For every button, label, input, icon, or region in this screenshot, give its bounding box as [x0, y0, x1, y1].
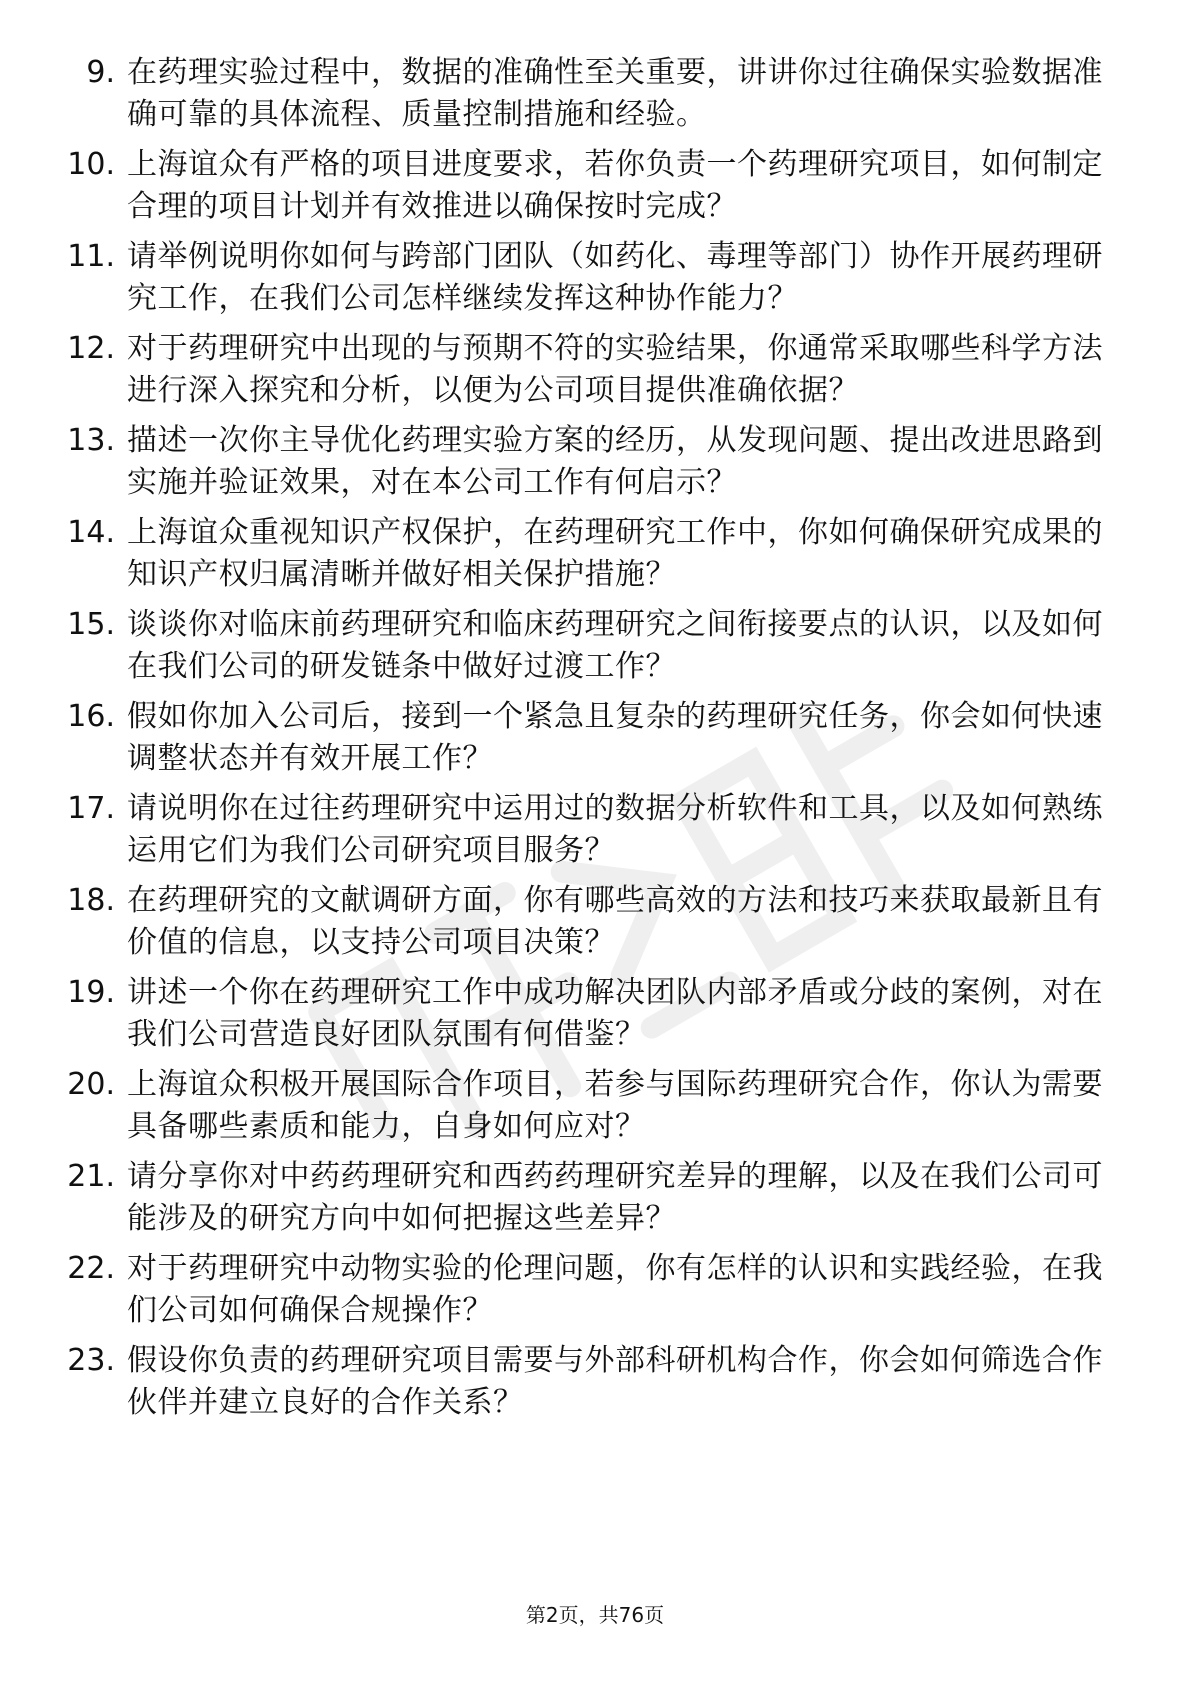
- question-item: [52, 696, 1112, 788]
- question-item: [52, 788, 1112, 880]
- question-item: [52, 52, 1112, 144]
- question-text: 假设你负责的药理研究项目需要与外部科研机构合作，你会如何筛选合作伙伴并建立良好的合作关系？: [127, 1343, 1103, 1420]
- question-text: 讲述一个你在药理研究工作中成功解决团队内部矛盾或分歧的案例，对在我们公司营造良好团队氛围有何借鉴？: [127, 975, 1103, 1052]
- question-number: 16.: [67, 699, 115, 734]
- question-item: [52, 328, 1112, 420]
- question-number: 22.: [67, 1251, 115, 1286]
- question-number: 20.: [67, 1067, 115, 1102]
- question-item: [52, 236, 1112, 328]
- question-text: 请说明你在过往药理研究中运用过的数据分析软件和工具，以及如何熟练运用它们为我们公司研究项目服务？: [127, 791, 1103, 868]
- question-number: 19.: [67, 975, 115, 1010]
- page-number-footer: 第2页，共76页: [525, 1603, 665, 1627]
- question-item: [52, 604, 1112, 696]
- question-text: 上海谊众重视知识产权保护，在药理研究工作中，你如何确保研究成果的知识产权归属清晰并做好相关保护措施？: [127, 515, 1103, 592]
- question-text: 在药理实验过程中，数据的准确性至关重要，讲讲你过往确保实验数据准确可靠的具体流程、质量控制措施和经验。: [127, 55, 1103, 132]
- question-text: 上海谊众有严格的项目进度要求，若你负责一个药理研究项目，如何制定合理的项目计划并有效推进以确保按时完成？: [127, 147, 1103, 224]
- question-item: [52, 972, 1112, 1064]
- question-item: [52, 880, 1112, 972]
- question-item: [52, 1156, 1112, 1248]
- question-text: 谈谈你对临床前药理研究和临床药理研究之间衔接要点的认识，以及如何在我们公司的研发链条中做好过渡工作？: [127, 607, 1103, 684]
- question-text: 请举例说明你如何与跨部门团队（如药化、毒理等部门）协作开展药理研究工作，在我们公司怎样继续发挥这种协作能力？: [127, 239, 1103, 316]
- question-number: 14.: [67, 515, 115, 550]
- question-item: [52, 1340, 1112, 1432]
- question-number: 10.: [67, 147, 115, 182]
- question-item: [52, 420, 1112, 512]
- question-text: 假如你加入公司后，接到一个紧急且复杂的药理研究任务，你会如何快速调整状态并有效开展工作？: [127, 699, 1103, 776]
- question-item: [52, 512, 1112, 604]
- question-item: [52, 144, 1112, 236]
- question-text: 对于药理研究中出现的与预期不符的实验结果，你通常采取哪些科学方法进行深入探究和分析，以便为公司项目提供准确依据？: [127, 331, 1103, 408]
- question-number: 12.: [67, 331, 115, 366]
- question-text: 描述一次你主导优化药理实验方案的经历，从发现问题、提出改进思路到实施并验证效果，对在本公司工作有何启示？: [127, 423, 1103, 500]
- question-text: 对于药理研究中动物实验的伦理问题，你有怎样的认识和实践经验，在我们公司如何确保合规操作？: [127, 1251, 1103, 1328]
- question-number: 11.: [67, 239, 115, 274]
- question-number: 18.: [67, 883, 115, 918]
- question-number: 13.: [67, 423, 115, 458]
- question-item: [52, 1064, 1112, 1156]
- question-item: [52, 1248, 1112, 1340]
- question-number: 23.: [67, 1343, 115, 1378]
- question-text: 请分享你对中药药理研究和西药药理研究差异的理解，以及在我们公司可能涉及的研究方向中如何把握这些差异？: [127, 1159, 1103, 1236]
- question-number: 21.: [67, 1159, 115, 1194]
- question-number: 9.: [86, 55, 115, 90]
- question-number: 15.: [67, 607, 115, 642]
- question-list: [52, 52, 1112, 1432]
- question-number: 17.: [67, 791, 115, 826]
- question-text: 在药理研究的文献调研方面，你有哪些高效的方法和技巧来获取最新且有价值的信息，以支持公司项目决策？: [127, 883, 1103, 960]
- question-text: 上海谊众积极开展国际合作项目，若参与国际药理研究合作，你认为需要具备哪些素质和能力，自身如何应对？: [127, 1067, 1103, 1144]
